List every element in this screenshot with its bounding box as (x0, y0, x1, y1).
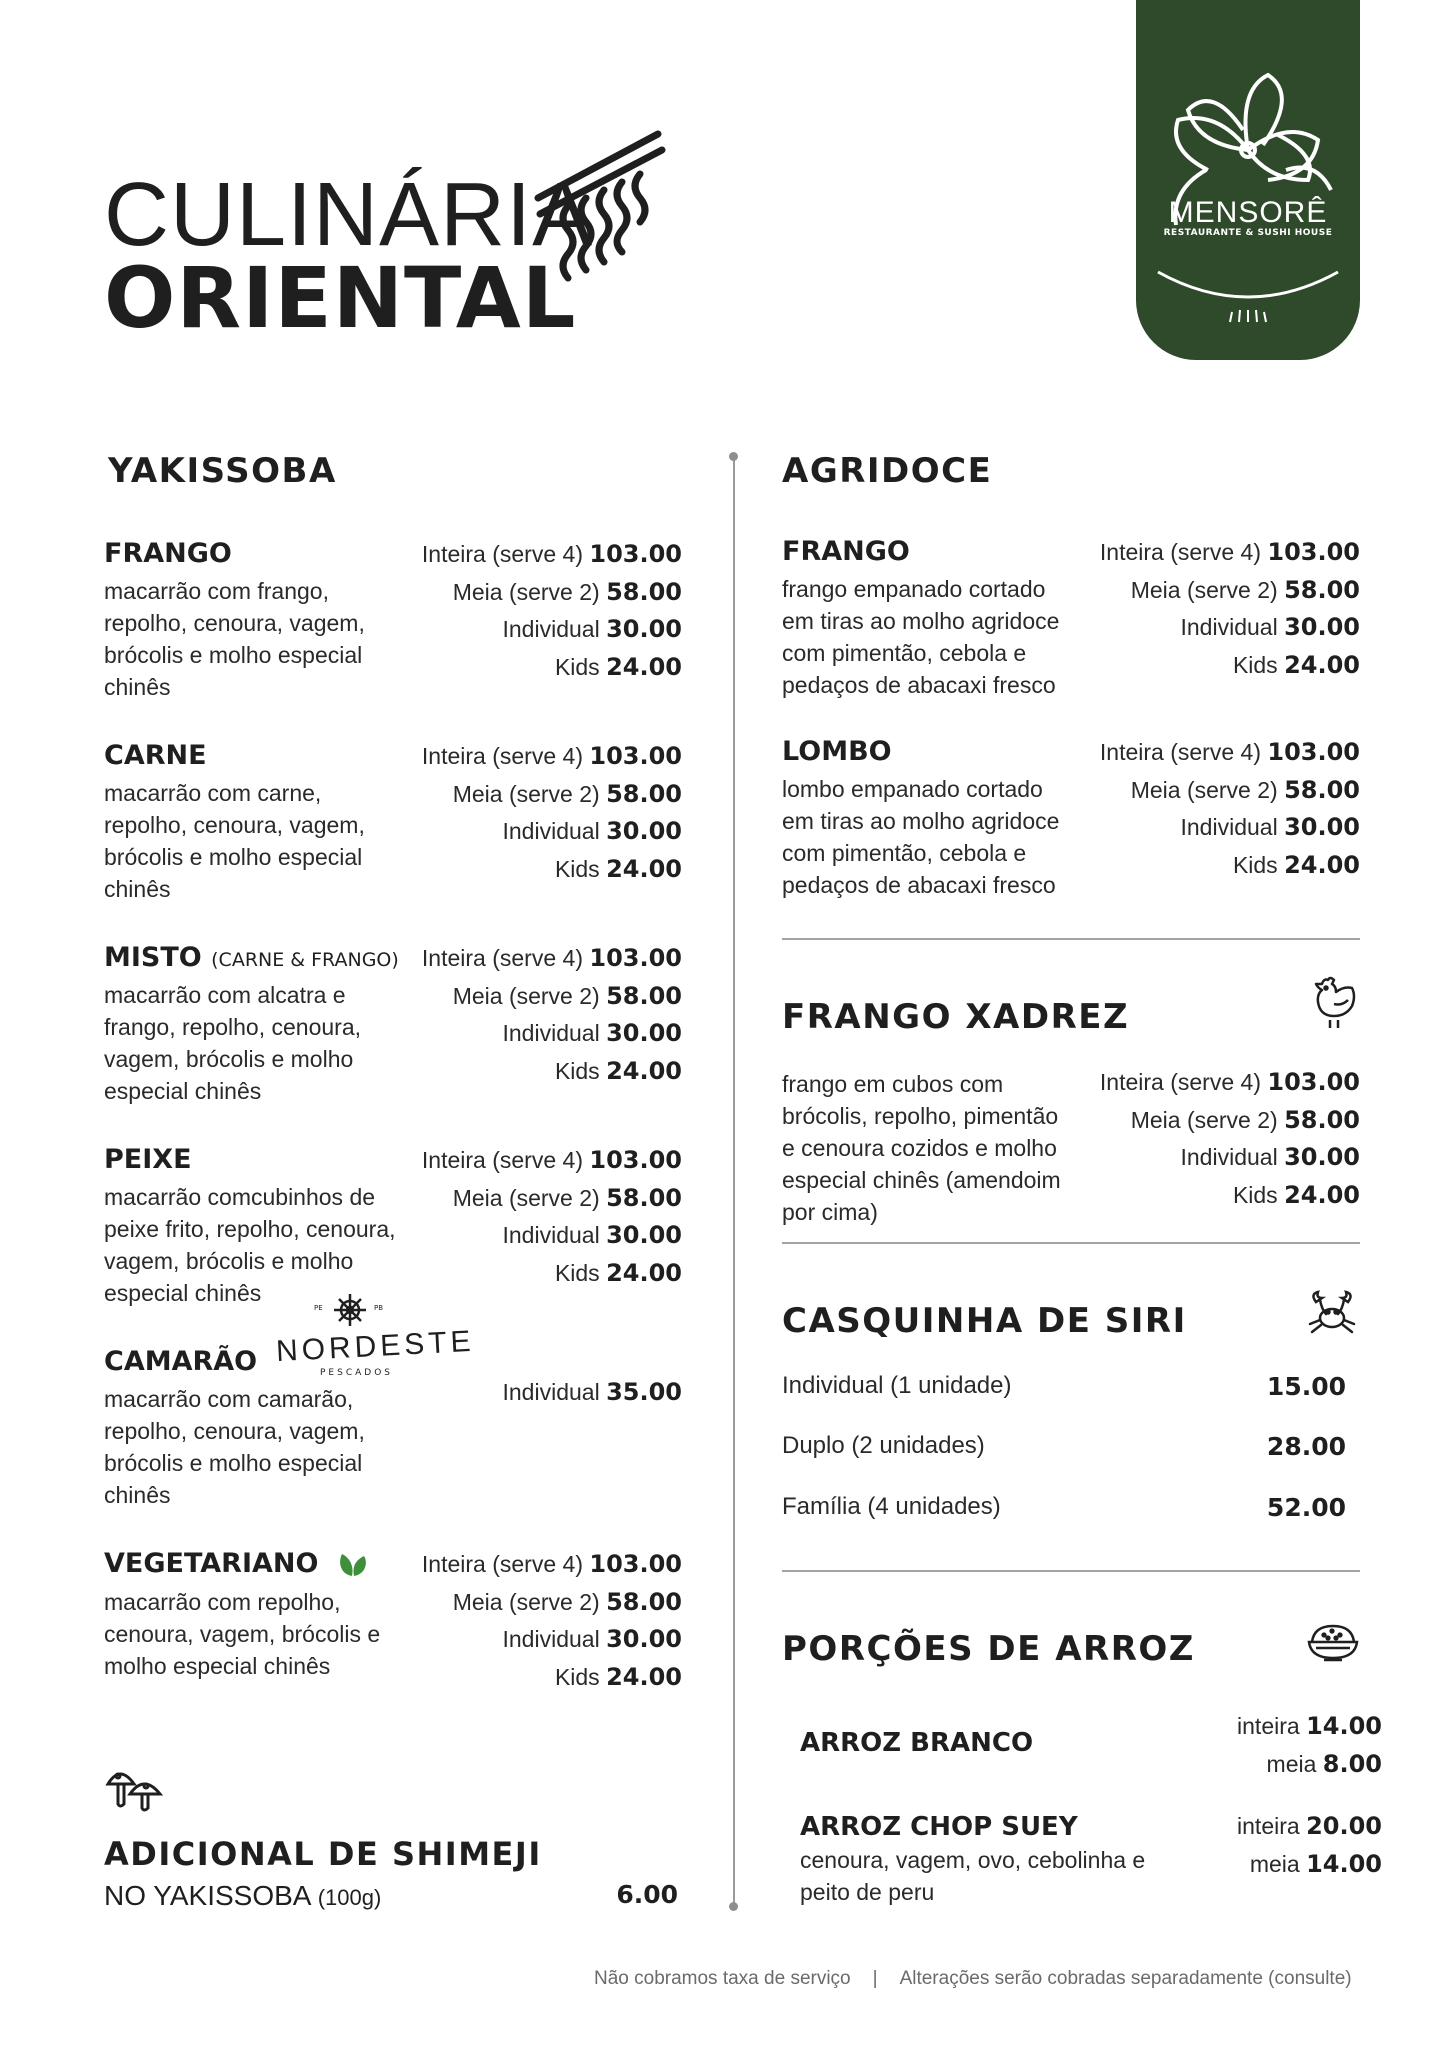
price-value: 24.00 (606, 1056, 682, 1085)
price-row (422, 536, 682, 574)
price-label: meia (1266, 1750, 1317, 1777)
price-value: 58.00 (606, 1587, 682, 1616)
siri-row-price: 52.00 (1266, 1493, 1346, 1522)
price-label: Inteira (serve 4) (421, 1551, 583, 1577)
price-list (422, 1142, 682, 1292)
item-description: macarrão com frango, repolho, cenoura, vagem, brócolis e molho especial chinês (104, 578, 365, 700)
price-value: 24.00 (606, 652, 682, 681)
partner-mark-left: PE (314, 1304, 323, 1312)
section-title-siri: CASQUINHA DE SIRI (782, 1301, 1187, 1341)
price-value: 103.00 (589, 1550, 682, 1578)
section-title-arroz: PORÇÕES DE ARROZ (782, 1629, 1195, 1669)
section-divider (782, 1570, 1360, 1572)
noodles-icon (530, 128, 670, 288)
price-label: inteira (1237, 1813, 1300, 1839)
brand-logo-tab (1136, 0, 1360, 360)
brand-tagline: RESTAURANTE & SUSHI HOUSE (1163, 228, 1333, 238)
price-row (422, 649, 682, 687)
price-label: Inteira (serve 4) (1099, 1069, 1261, 1095)
price-row (1100, 1064, 1360, 1102)
menu-item-frango (104, 540, 404, 703)
item-description: macarrão comcubinhos de peixe frito, repolho, cenoura, vagem, brócolis e molho especial chinês (104, 1184, 396, 1306)
price-label: Inteira (serve 4) (421, 541, 583, 567)
price-row (1100, 772, 1360, 810)
menu-item-misto (104, 944, 404, 1107)
price-label: Kids (554, 855, 600, 882)
brand-name: MENSORÊ (1168, 196, 1328, 229)
price-row (503, 1374, 683, 1412)
item-description: macarrão com repolho, cenoura, vagem, brócolis e molho especial chinês (104, 1588, 381, 1679)
leaf-icon (336, 1552, 370, 1578)
price-value: 58.00 (1284, 1105, 1360, 1134)
divider-dot-top (729, 452, 738, 461)
price-label: Individual (502, 818, 600, 844)
price-label: Kids (554, 1663, 600, 1690)
price-label: Kids (1232, 851, 1278, 878)
shimeji-subtitle: NO YAKISSOBA (100g) (104, 1880, 382, 1911)
price-value: 30.00 (606, 817, 682, 845)
price-list (422, 940, 682, 1090)
item-name: LOMBO (782, 736, 892, 767)
partner-sub: PESCADOS (320, 1368, 393, 1378)
section-divider (782, 1242, 1360, 1244)
price-value: 24.00 (1284, 650, 1360, 679)
arroz-item-name: ARROZ CHOP SUEY (800, 1812, 1078, 1842)
siri-row-label: Família (4 unidades) (782, 1493, 1001, 1520)
item-name: VEGETARIANO (104, 1550, 404, 1578)
item-description: macarrão com carne, repolho, cenoura, vagem, brócolis e molho especial chinês (104, 780, 365, 902)
price-label: Meia (serve 2) (1130, 776, 1278, 803)
price-row (1100, 609, 1360, 647)
price-row (422, 851, 682, 889)
divider-dot-bottom (729, 1902, 738, 1911)
price-row (422, 1546, 682, 1584)
footer-separator: | (872, 1968, 878, 1989)
siri-row-price: 15.00 (1266, 1372, 1346, 1401)
price-row (1100, 734, 1360, 772)
price-label: Meia (serve 2) (452, 578, 600, 605)
price-label: Kids (554, 653, 600, 680)
item-name: PEIXE (104, 1144, 192, 1175)
price-value: 24.00 (1284, 1180, 1360, 1209)
price-value: 30.00 (1284, 613, 1360, 641)
price-list (1237, 1708, 1382, 1783)
price-row (422, 1217, 682, 1255)
price-value: 24.00 (606, 1258, 682, 1287)
price-label: Individual (502, 1379, 600, 1405)
price-label: Meia (serve 2) (452, 1184, 600, 1211)
price-row (422, 776, 682, 814)
price-row (1100, 847, 1360, 885)
item-note: (CARNE & FRANGO) (211, 949, 399, 971)
price-label: Individual (502, 1020, 600, 1046)
item-name: FRANGO (104, 538, 232, 569)
partner-name: NORDESTE (275, 1324, 476, 1369)
price-value: 58.00 (606, 981, 682, 1010)
siri-row-label: Duplo (2 unidades) (782, 1432, 985, 1459)
price-list (1100, 1064, 1360, 1214)
price-value: 103.00 (589, 944, 682, 972)
price-value: 30.00 (606, 1625, 682, 1653)
price-value: 103.00 (1267, 538, 1360, 566)
price-value: 103.00 (1267, 1068, 1360, 1096)
siri-row-price: 28.00 (1266, 1432, 1346, 1461)
arroz-item-name: ARROZ BRANCO (800, 1728, 1034, 1758)
price-label: Individual (1180, 1144, 1278, 1170)
footer-right: Alterações serão cobradas separadamente (consulte) (899, 1968, 1352, 1989)
price-value: 24.00 (606, 1662, 682, 1691)
item-name: CAMARÃO (104, 1346, 258, 1377)
siri-row-label: Individual (1 unidade) (782, 1372, 1012, 1399)
price-value: 58.00 (1284, 775, 1360, 804)
price-label: Individual (502, 1222, 600, 1248)
price-row (1100, 1139, 1360, 1177)
price-label: Kids (1232, 651, 1278, 678)
price-label: Individual (1180, 614, 1278, 640)
price-label: Meia (serve 2) (452, 982, 600, 1009)
menu-item-agridoce-frango (782, 538, 1072, 701)
chicken-icon (1310, 974, 1362, 1032)
price-row (1100, 647, 1360, 685)
menu-item-vegetariano (104, 1550, 404, 1682)
price-row (422, 574, 682, 612)
footer-note (594, 1968, 1360, 1990)
item-description: frango empanado cortado em tiras ao molho agridoce com pimentão, cebola e pedaços de abacaxi fresco (782, 576, 1060, 698)
price-row (422, 1621, 682, 1659)
ship-wheel-icon (330, 1290, 370, 1330)
item-name: MISTO (CARNE & FRANGO) (104, 942, 399, 973)
footer-left: Não cobramos taxa de serviço (594, 1968, 851, 1989)
flower-logo-icon (1136, 0, 1360, 360)
price-value: 30.00 (1284, 1143, 1360, 1171)
item-description: lombo empanado cortado em tiras ao molho agridoce com pimentão, cebola e pedaços de abacaxi fresco (782, 776, 1060, 898)
item-name: FRANGO (782, 536, 910, 567)
price-value: 103.00 (589, 540, 682, 568)
item-name: CARNE (104, 740, 207, 771)
price-value: 58.00 (606, 577, 682, 606)
xadrez-description: frango em cubos com brócolis, repolho, pimentão e cenoura cozidos e molho especial chinês (amendoim por cima) (782, 1071, 1061, 1225)
price-value: 24.00 (1284, 850, 1360, 879)
price-row (1100, 572, 1360, 610)
menu-item-peixe (104, 1146, 404, 1309)
price-row (422, 1015, 682, 1053)
price-row (1237, 1846, 1382, 1884)
price-row (422, 813, 682, 851)
page-title-line2: ORIENTAL (104, 249, 577, 347)
price-row (422, 978, 682, 1016)
item-description: macarrão com alcatra e frango, repolho, cenoura, vagem, brócolis e molho especial chinês (104, 982, 362, 1104)
price-value: 103.00 (1267, 738, 1360, 766)
price-label: Meia (serve 2) (452, 1588, 600, 1615)
price-value: 30.00 (606, 1019, 682, 1047)
price-list (1237, 1808, 1382, 1883)
price-row (422, 611, 682, 649)
partner-mark-right: PB (374, 1304, 384, 1312)
price-row (1237, 1708, 1382, 1746)
price-row (1237, 1808, 1382, 1846)
price-value: 58.00 (1284, 575, 1360, 604)
price-value: 103.00 (589, 742, 682, 770)
price-value: 14.00 (1306, 1849, 1382, 1878)
price-label: Inteira (serve 4) (1099, 539, 1261, 565)
price-value: 14.00 (1306, 1712, 1382, 1740)
price-row (422, 1053, 682, 1091)
price-label: Meia (serve 2) (1130, 1106, 1278, 1133)
price-row (422, 1584, 682, 1622)
price-label: Individual (502, 616, 600, 642)
price-label: Inteira (serve 4) (1099, 739, 1261, 765)
price-row (1100, 534, 1360, 572)
price-row (422, 1142, 682, 1180)
price-row (422, 738, 682, 776)
shimeji-title: ADICIONAL DE SHIMEJI (104, 1835, 542, 1873)
price-value: 58.00 (606, 1183, 682, 1212)
price-value: 24.00 (606, 854, 682, 883)
column-divider (733, 458, 735, 1910)
price-value: 30.00 (606, 615, 682, 643)
mushroom-icon (104, 1762, 164, 1814)
price-list (422, 1546, 682, 1696)
menu-item-camarao (104, 1348, 404, 1511)
price-row (422, 1180, 682, 1218)
price-list (422, 738, 682, 888)
section-title-agridoce: AGRIDOCE (782, 451, 993, 491)
price-row (422, 1255, 682, 1293)
arroz-item-description: cenoura, vagem, ovo, cebolinha e peito de peru (800, 1847, 1146, 1905)
price-label: Individual (1180, 814, 1278, 840)
price-value: 58.00 (606, 779, 682, 808)
price-label: meia (1249, 1850, 1300, 1877)
price-label: Kids (554, 1259, 600, 1286)
price-value: 103.00 (589, 1146, 682, 1174)
crab-icon (1306, 1288, 1358, 1336)
price-row (422, 940, 682, 978)
price-label: Individual (502, 1626, 600, 1652)
price-label: Kids (554, 1057, 600, 1084)
price-value: 30.00 (1284, 813, 1360, 841)
price-list (1100, 734, 1360, 884)
price-row (1100, 1177, 1360, 1215)
item-description: macarrão com camarão, repolho, cenoura, vagem, brócolis e molho especial chinês (104, 1386, 365, 1508)
page-title-line1: CULINÁRIA (104, 165, 594, 265)
price-row (1237, 1746, 1382, 1784)
section-title-xadrez: FRANGO XADREZ (782, 997, 1130, 1037)
price-row (1100, 1102, 1360, 1140)
price-value: 8.00 (1322, 1749, 1382, 1778)
section-divider (782, 938, 1360, 940)
price-value: 30.00 (606, 1221, 682, 1249)
price-label: inteira (1237, 1713, 1300, 1739)
price-value: 35.00 (606, 1378, 682, 1406)
shimeji-price: 6.00 (616, 1880, 678, 1909)
price-label: Meia (serve 2) (452, 780, 600, 807)
price-list (422, 536, 682, 686)
section-title-yakissoba: YAKISSOBA (108, 451, 337, 491)
price-label: Inteira (serve 4) (421, 743, 583, 769)
price-value: 20.00 (1306, 1812, 1382, 1840)
price-row (422, 1659, 682, 1697)
price-row (1100, 809, 1360, 847)
rice-bowl-icon (1306, 1620, 1360, 1664)
price-label: Inteira (serve 4) (421, 1147, 583, 1173)
price-label: Inteira (serve 4) (421, 945, 583, 971)
price-list (1100, 534, 1360, 684)
menu-item-agridoce-lombo (782, 738, 1072, 901)
menu-item-carne (104, 742, 404, 905)
price-list (503, 1374, 683, 1412)
price-label: Meia (serve 2) (1130, 576, 1278, 603)
price-label: Kids (1232, 1181, 1278, 1208)
